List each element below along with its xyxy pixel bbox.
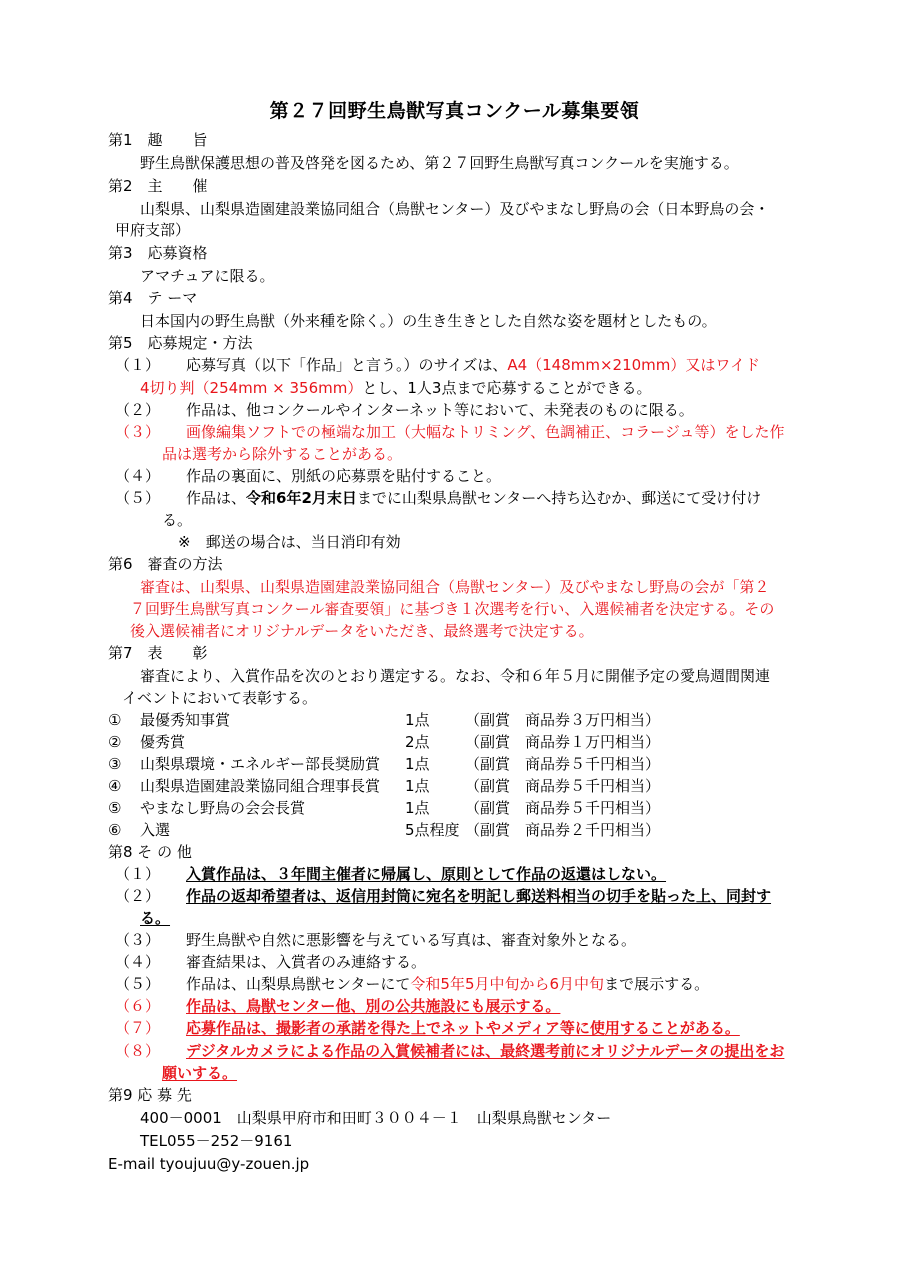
section-6-line-2: ７回野生鳥獣写真コンクール審査要領」に基づき１次選考を行い、入選候補者を決定する。その <box>130 600 775 618</box>
section-1-text: 野生鳥獣保護思想の普及啓発を図るため、第２７回野生鳥獣写真コンクールを実施する。 <box>140 154 739 172</box>
award-count: 5点程度 <box>405 821 460 839</box>
item-number: （８） <box>115 1042 161 1060</box>
item-text-tail: まで展示する。 <box>604 975 710 993</box>
section-9-heading: 第9 応 募 先 <box>108 1086 192 1104</box>
item-number: （１） <box>115 865 161 883</box>
contact-address: 400－0001 山梨県甲府市和田町３００４－１ 山梨県鳥獣センター <box>140 1109 612 1127</box>
section-5-item-5 <box>115 488 761 509</box>
contact-email: E-mail tyoujuu@y-zouen.jp <box>108 1155 310 1173</box>
section-2-heading: 第2 主 催 <box>108 177 208 195</box>
section-4-text: 日本国内の野生鳥獣（外来種を除く。）の生き生きとした自然な姿を題材としたもの。 <box>140 312 717 330</box>
item-number: （２） <box>115 887 161 905</box>
award-name: 優秀賞 <box>140 733 186 751</box>
section-1-heading: 第1 趣 旨 <box>108 131 208 149</box>
section-2-line-2: 甲府支部） <box>115 221 191 239</box>
section-5-item-3 <box>115 422 785 443</box>
award-prize: （副賞 商品券１万円相当） <box>465 733 661 751</box>
section-8-item-3 <box>115 930 636 951</box>
award-number: ④ <box>108 777 122 795</box>
section-8-item-2-cont: る。 <box>140 909 171 927</box>
size-requirement: A4（148mm×210mm）又はワイド <box>507 356 760 374</box>
section-6-line-3: 後入選候補者にオリジナルデータをいただき、最終選考で決定する。 <box>130 622 594 640</box>
award-prize: （副賞 商品券５千円相当） <box>465 755 661 773</box>
exhibition-period: 令和5年5月中旬から6月中旬 <box>410 975 605 993</box>
award-number: ② <box>108 733 122 751</box>
award-count: 1点 <box>405 755 430 773</box>
item-text: 作品は、 <box>186 489 247 507</box>
award-name: やまなし野鳥の会会長賞 <box>140 799 306 817</box>
section-3-heading: 第3 応募資格 <box>108 244 208 262</box>
section-8-item-6 <box>115 996 560 1017</box>
item-number: （３） <box>115 423 161 441</box>
award-number: ⑤ <box>108 799 122 817</box>
contact-tel: TEL055－252－9161 <box>140 1132 293 1150</box>
item-number: （４） <box>115 953 161 971</box>
section-4-heading: 第4 テ ーマ <box>108 289 198 307</box>
section-8-item-2 <box>115 886 771 907</box>
deadline: 令和6年2月末日 <box>246 489 357 507</box>
section-8-item-7 <box>115 1018 740 1039</box>
section-5-item-3-cont: 品は選考から除外することがある。 <box>162 445 403 463</box>
item-number: （６） <box>115 997 161 1015</box>
item-number: （５） <box>115 975 161 993</box>
award-name: 山梨県造園建設業協同組合理事長賞 <box>140 777 381 795</box>
section-8-item-8-cont: 願いする。 <box>162 1064 238 1082</box>
item-text: デジタルカメラによる作品の入賞候補者には、最終選考前にオリジナルデータの提出をお <box>186 1042 785 1060</box>
section-7-line-1: 審査により、入賞作品を次のとおり選定する。なお、令和６年５月に開催予定の愛鳥週間関連 <box>140 667 771 685</box>
item-text: 作品の返却希望者は、返信用封筒に宛名を明記し郵送料相当の切手を貼った上、同封す <box>186 887 772 905</box>
section-3-text: アマチュアに限る。 <box>140 267 275 285</box>
item-number: （５） <box>115 489 161 507</box>
item-text: 入賞作品は、３年間主催者に帰属し、原則として作品の返還はしない。 <box>186 865 667 883</box>
section-5-item-4 <box>115 466 501 487</box>
award-prize: （副賞 商品券２千円相当） <box>465 821 661 839</box>
item-text: 野生鳥獣や自然に悪影響を与えている写真は、審査対象外となる。 <box>186 931 637 949</box>
item-number: （７） <box>115 1019 161 1037</box>
section-5-item-1-cont <box>140 378 651 399</box>
item-text: 画像編集ソフトでの極端な加工（大幅なトリミング、色調補正、コラージュ等）をした作 <box>186 423 785 441</box>
section-8-item-1 <box>115 864 666 885</box>
award-number: ① <box>108 711 122 729</box>
document-title: 第２７回野生鳥獣写真コンクール募集要領 <box>269 100 640 122</box>
award-prize: （副賞 商品券５千円相当） <box>465 777 661 795</box>
item-number: （２） <box>115 401 161 419</box>
item-text-tail: までに山梨県鳥獣センターへ持ち込むか、郵送にて受け付け <box>356 489 762 507</box>
award-count: 2点 <box>405 733 430 751</box>
item-text: 応募作品は、撮影者の承諾を得た上でネットやメディア等に使用することがある。 <box>186 1019 740 1037</box>
section-5-item-2 <box>115 400 694 421</box>
item-text: 作品は、他コンクールやインターネット等において、未発表のものに限る。 <box>186 401 694 419</box>
section-6-line-1: 審査は、山梨県、山梨県造園建設業協同組合（鳥獣センター）及びやまなし野鳥の会が「第２ <box>140 578 770 596</box>
award-count: 1点 <box>405 799 430 817</box>
section-8-item-4 <box>115 952 426 973</box>
section-5-heading: 第5 応募規定・方法 <box>108 334 253 352</box>
award-name: 山梨県環境・エネルギー部長奨励賞 <box>140 755 381 773</box>
award-prize: （副賞 商品券５千円相当） <box>465 799 661 817</box>
section-8-heading: 第8 そ の 他 <box>108 843 192 861</box>
section-5-item-1 <box>115 355 760 376</box>
section-8-item-5 <box>115 974 709 995</box>
item-text: 審査結果は、入賞者のみ連絡する。 <box>186 953 427 971</box>
section-7-heading: 第7 表 彰 <box>108 644 208 662</box>
section-7-line-2: イベントにおいて表彰する。 <box>122 689 318 707</box>
item-text-cont: とし、1人3点まで応募することができる。 <box>362 379 652 397</box>
section-6-heading: 第6 審査の方法 <box>108 555 223 573</box>
section-5-note: ※ 郵送の場合は、当日消印有効 <box>178 533 401 551</box>
item-number: （１） <box>115 356 161 374</box>
section-2-line-1: 山梨県、山梨県造園建設業協同組合（鳥獣センター）及びやまなし野鳥の会（日本野鳥の会・ <box>140 200 770 218</box>
item-text: 応募写真（以下「作品」と言う。）のサイズは、 <box>186 356 508 374</box>
size-requirement-cont: 4切り判（254mm × 356mm） <box>140 379 363 397</box>
award-number: ⑥ <box>108 821 122 839</box>
award-count: 1点 <box>405 777 430 795</box>
item-text: 作品は、山梨県鳥獣センターにて <box>186 975 411 993</box>
item-number: （３） <box>115 931 161 949</box>
award-prize: （副賞 商品券３万円相当） <box>465 711 661 729</box>
item-text: 作品は、鳥獣センター他、別の公共施設にも展示する。 <box>186 997 561 1015</box>
award-number: ③ <box>108 755 122 773</box>
award-name: 最優秀知事賞 <box>140 711 231 729</box>
award-count: 1点 <box>405 711 430 729</box>
item-number: （４） <box>115 467 161 485</box>
section-5-item-5-cont: る。 <box>162 511 193 529</box>
item-text: 作品の裏面に、別紙の応募票を貼付すること。 <box>186 467 502 485</box>
section-8-item-8 <box>115 1041 784 1062</box>
award-name: 入選 <box>140 821 171 839</box>
